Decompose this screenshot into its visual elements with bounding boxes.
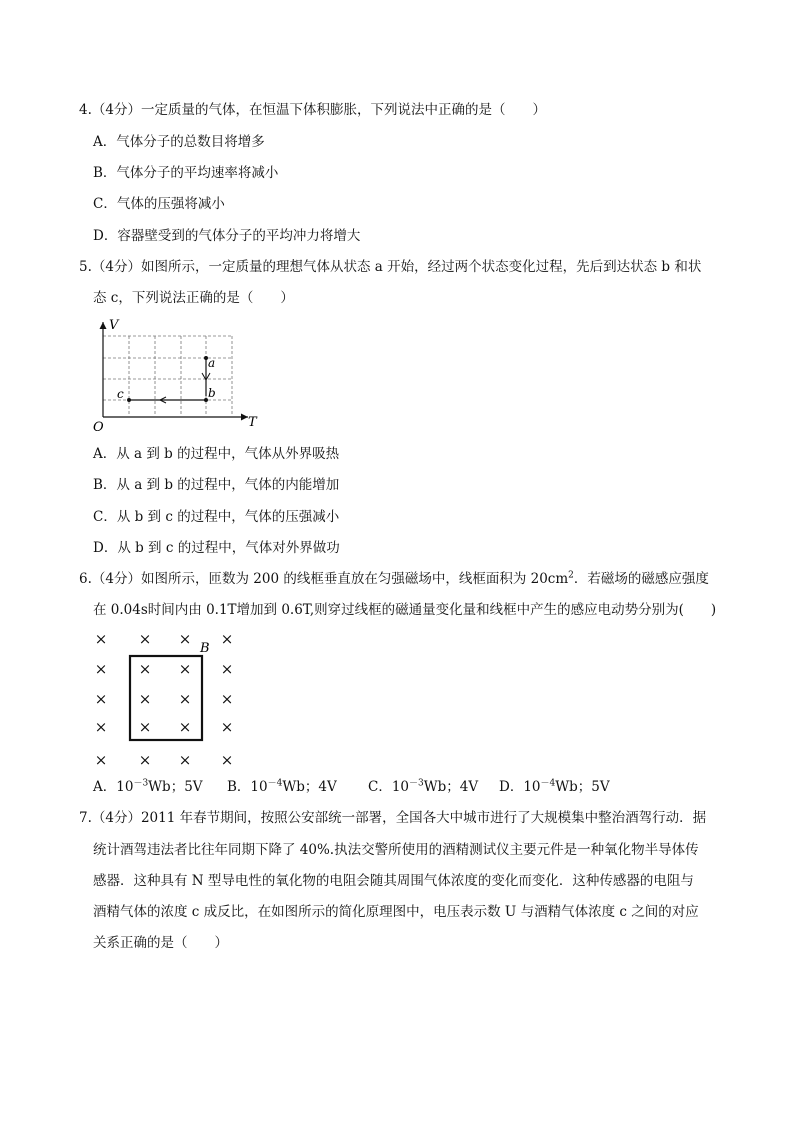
field-cross-icon: ×: [220, 630, 234, 648]
question-7-line4: 酒精气体的浓度 c 成反比，在如图所示的简化原理图中，电压表示数 U 与酒精气体浓度 c 之间的对应: [93, 904, 699, 920]
question-6-option-c: [368, 778, 499, 796]
question-6-options-row: [93, 778, 610, 796]
question-4-option-c: C．气体的压强将减小: [93, 196, 225, 212]
field-cross-icon: ×: [178, 690, 192, 708]
option-text: Wb；4V: [282, 779, 337, 795]
question-4-option-b: B．气体分子的平均速率将减小: [93, 165, 279, 181]
field-cross-icon: ×: [94, 630, 108, 648]
magnetic-field-figure: [88, 626, 248, 771]
field-cross-icon: ×: [220, 660, 234, 678]
question-5-option-d: D．从 b 到 c 的过程中，气体对外界做功: [93, 540, 340, 556]
field-cross-icon: ×: [220, 690, 234, 708]
field-cross-icon: ×: [94, 751, 108, 769]
field-cross-icon: ×: [178, 751, 192, 769]
field-cross-icon: ×: [94, 660, 108, 678]
field-cross-icon: ×: [94, 690, 108, 708]
field-label: B: [200, 641, 210, 656]
field-cross-icon: ×: [178, 660, 192, 678]
option-text: C．10: [368, 779, 410, 795]
field-cross-icon: ×: [138, 690, 152, 708]
field-cross-icon: ×: [220, 718, 234, 736]
area-unit-exponent: 2: [568, 570, 574, 581]
field-cross-icon: ×: [220, 751, 234, 769]
question-6-stem-text-cont: ．若磁场的磁感应强度: [573, 571, 709, 587]
question-5-option-a: A．从 a 到 b 的过程中，气体从外界吸热: [93, 446, 340, 462]
question-5-option-b: B．从 a 到 b 的过程中，气体的内能增加: [93, 477, 340, 493]
question-6-option-b: [227, 778, 368, 796]
t-axis-label: T: [248, 415, 257, 430]
question-7-line3: 感器．这种具有 N 型导电性的氧化物的电阻会随其周围气体浓度的变化而变化．这种传感器的电阻与: [93, 873, 694, 889]
field-cross-icon: ×: [138, 660, 152, 678]
question-7-line2: 统计酒驾违法者比往年同期下降了 40%.执法交警所使用的酒精测试仪主要元件是一种氧化物半导体传: [93, 842, 699, 858]
field-cross-icon: ×: [138, 751, 152, 769]
option-exponent: －3: [409, 778, 424, 789]
question-6-stem-text: 6.（4分）如图所示，匝数为 200 的线框垂直放在匀强磁场中，线框面积为 20cm: [79, 571, 569, 587]
point-c-label: c: [117, 387, 124, 401]
option-text: A．10: [93, 779, 134, 795]
field-cross-icon: ×: [178, 718, 192, 736]
grid-lines: [103, 336, 232, 416]
vt-graph-figure: [90, 316, 270, 434]
question-5-option-c: C．从 b 到 c 的过程中，气体的压强减小: [93, 509, 340, 525]
point-b-label: b: [208, 386, 216, 400]
field-cross-icon: ×: [138, 630, 152, 648]
question-5-stem-line1: 5.（4分）如图所示，一定质量的理想气体从状态 a 开始，经过两个状态变化过程，先后到达状态 b 和状: [79, 259, 702, 275]
question-6-stem-line2: 在 0.04s时间内由 0.1T增加到 0.6T,则穿过线框的磁通量变化量和线框中产生的感应电动势分别为( ): [93, 602, 717, 618]
question-6-option-d: [499, 778, 610, 796]
question-7-line5: 关系正确的是（ ）: [93, 935, 228, 951]
option-text: B．10: [227, 779, 268, 795]
option-exponent: －4: [540, 778, 556, 789]
field-cross-icon: ×: [138, 718, 152, 736]
option-text: Wb；5V: [148, 779, 203, 795]
option-exponent: －4: [267, 778, 283, 789]
option-exponent: －3: [133, 778, 149, 789]
point-c: [127, 398, 131, 402]
option-text: D．10: [499, 779, 541, 795]
question-6-option-a: [93, 778, 227, 796]
v-axis-label: V: [109, 318, 119, 333]
question-7-line1: 7.（4分）2011 年春节期间，按照公安部统一部署，全国各大中城市进行了大规模集中整治酒驾行动．据: [79, 810, 707, 826]
field-cross-icon: ×: [94, 718, 108, 736]
point-a-label: a: [208, 356, 216, 370]
question-4-option-d: D．容器壁受到的气体分子的平均冲力将增大: [93, 228, 361, 244]
question-5-stem-line2: 态 c，下列说法正确的是（ ）: [93, 290, 294, 306]
origin-label: O: [93, 420, 104, 434]
option-text: Wb；4V: [423, 779, 479, 795]
question-6-stem-line1: [79, 570, 709, 588]
option-text: Wb；5V: [555, 779, 610, 795]
question-4-stem: 4.（4分）一定质量的气体，在恒温下体积膨胀，下列说法中正确的是（ ）: [79, 102, 546, 118]
question-4-option-a: A．气体分子的总数目将增多: [93, 134, 265, 150]
field-cross-icon: ×: [178, 630, 192, 648]
